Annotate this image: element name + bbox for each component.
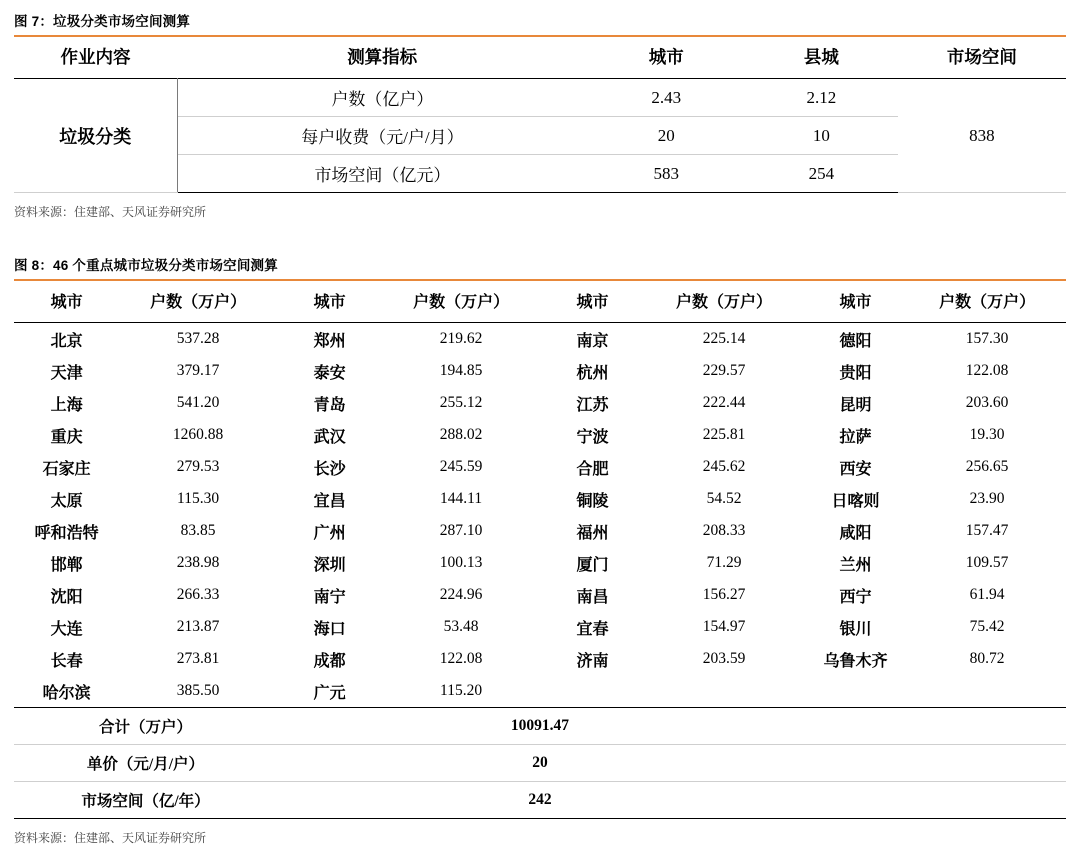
households-cell: 219.62 bbox=[439, 330, 483, 347]
city-cell: 江苏 bbox=[576, 396, 609, 414]
city-cell: 福州 bbox=[576, 524, 609, 542]
households-cell: 75.42 bbox=[969, 618, 1005, 635]
summary-empty bbox=[803, 745, 1066, 782]
households-cell: 288.02 bbox=[439, 426, 483, 443]
city-cell: 兰州 bbox=[839, 556, 872, 574]
households-cell: 256.65 bbox=[965, 458, 1009, 475]
city-cell: 铜陵 bbox=[576, 492, 609, 510]
county-value-cell: 10 bbox=[745, 117, 898, 155]
city-cell bbox=[540, 675, 645, 708]
column-header-city-4: 城市 bbox=[839, 294, 872, 311]
households-cell: 287.10 bbox=[439, 522, 483, 539]
summary-row-unit-price bbox=[14, 745, 1066, 782]
column-header-operation: 作业内容 bbox=[60, 47, 131, 67]
county-value-cell: 254 bbox=[745, 155, 898, 193]
households-cell: 157.47 bbox=[965, 522, 1009, 539]
households-cell: 229.57 bbox=[702, 362, 746, 379]
households-cell: 122.08 bbox=[439, 650, 483, 667]
column-header-city-3: 城市 bbox=[576, 294, 609, 311]
households-cell: 61.94 bbox=[969, 586, 1005, 603]
column-header-households-2: 户数（万户） bbox=[413, 294, 510, 311]
city-cell: 重庆 bbox=[50, 428, 83, 446]
households-cell: 203.60 bbox=[965, 394, 1009, 411]
city-cell: 泰安 bbox=[313, 364, 346, 382]
table-row bbox=[14, 611, 1066, 643]
city-cell: 济南 bbox=[576, 652, 609, 670]
section-gap bbox=[0, 220, 1080, 254]
table-row bbox=[14, 547, 1066, 579]
summary-empty bbox=[803, 782, 1066, 819]
households-cell: 100.13 bbox=[439, 554, 483, 571]
households-cell: 80.72 bbox=[969, 650, 1005, 667]
county-value-cell: 2.12 bbox=[745, 79, 898, 117]
city-cell: 武汉 bbox=[313, 428, 346, 446]
city-cell: 长春 bbox=[50, 652, 83, 670]
households-cell: 222.44 bbox=[702, 394, 746, 411]
city-cell: 呼和浩特 bbox=[34, 524, 99, 542]
table-row bbox=[14, 515, 1066, 547]
households-cell: 115.20 bbox=[382, 675, 540, 708]
households-cell: 23.90 bbox=[969, 490, 1005, 507]
city-cell: 南昌 bbox=[576, 588, 609, 606]
households-cell: 19.30 bbox=[969, 426, 1005, 443]
column-header-households-4: 户数（万户） bbox=[939, 294, 1036, 311]
households-cell bbox=[645, 675, 803, 708]
city-cell: 昆明 bbox=[839, 396, 872, 414]
city-cell: 南宁 bbox=[313, 588, 346, 606]
column-header-city-2: 城市 bbox=[313, 294, 346, 311]
city-cell: 宁波 bbox=[576, 428, 609, 446]
summary-label: 单价（元/月/户） bbox=[14, 745, 277, 782]
indicator-cell: 户数（亿户） bbox=[177, 79, 587, 117]
table-row bbox=[14, 451, 1066, 483]
summary-value: 20 bbox=[277, 745, 803, 782]
city-cell: 宜春 bbox=[576, 620, 609, 638]
households-cell: 385.50 bbox=[119, 675, 277, 708]
households-cell: 54.52 bbox=[706, 490, 742, 507]
column-header-city: 城市 bbox=[648, 47, 684, 67]
table-row bbox=[14, 675, 1066, 708]
table-row bbox=[14, 323, 1066, 356]
city-cell: 哈尔滨 bbox=[14, 675, 119, 708]
city-cell: 广州 bbox=[313, 524, 346, 542]
city-cell: 邯郸 bbox=[50, 556, 83, 574]
households-cell: 255.12 bbox=[439, 394, 483, 411]
city-cell: 宜昌 bbox=[313, 492, 346, 510]
households-cell: 541.20 bbox=[176, 394, 220, 411]
table-row bbox=[14, 643, 1066, 675]
figure-8 bbox=[14, 254, 1066, 846]
households-cell: 194.85 bbox=[439, 362, 483, 379]
summary-value: 10091.47 bbox=[277, 708, 803, 745]
households-cell: 238.98 bbox=[176, 554, 220, 571]
households-cell: 266.33 bbox=[176, 586, 220, 603]
households-cell: 273.81 bbox=[176, 650, 220, 667]
figure-8-source: 资料来源：住建部、天风证券研究所 bbox=[14, 831, 207, 845]
figure-7-table bbox=[14, 37, 1066, 193]
city-value-cell: 583 bbox=[587, 155, 745, 193]
table-header-row bbox=[14, 37, 1066, 79]
households-cell: 154.97 bbox=[702, 618, 746, 635]
households-cell: 1260.88 bbox=[172, 426, 224, 443]
city-cell: 北京 bbox=[50, 332, 83, 350]
households-cell: 225.81 bbox=[702, 426, 746, 443]
households-cell: 71.29 bbox=[706, 554, 742, 571]
city-cell: 青岛 bbox=[313, 396, 346, 414]
summary-label: 市场空间（亿/年） bbox=[14, 782, 277, 819]
summary-empty bbox=[803, 708, 1066, 745]
households-cell: 115.30 bbox=[177, 490, 220, 507]
city-cell: 深圳 bbox=[313, 556, 346, 574]
households-cell: 157.30 bbox=[965, 330, 1009, 347]
column-header-indicator: 测算指标 bbox=[347, 47, 418, 67]
households-cell: 144.11 bbox=[440, 490, 483, 507]
summary-value: 242 bbox=[277, 782, 803, 819]
households-cell: 213.87 bbox=[176, 618, 220, 635]
city-value-cell: 2.43 bbox=[587, 79, 745, 117]
figure-7 bbox=[14, 0, 1066, 220]
city-cell: 杭州 bbox=[576, 364, 609, 382]
table-header-row bbox=[14, 281, 1066, 323]
households-cell: 109.57 bbox=[965, 554, 1009, 571]
figure-7-source: 资料来源：住建部、天风证券研究所 bbox=[14, 205, 207, 219]
indicator-cell: 市场空间（亿元） bbox=[177, 155, 587, 193]
indicator-cell: 每户收费（元/户/月） bbox=[177, 117, 587, 155]
city-cell: 乌鲁木齐 bbox=[823, 652, 888, 670]
city-value-cell: 20 bbox=[587, 117, 745, 155]
figure-8-title: 图 8：46 个重点城市垃圾分类市场空间测算 bbox=[14, 258, 278, 273]
households-cell: 156.27 bbox=[702, 586, 746, 603]
households-cell: 379.17 bbox=[176, 362, 220, 379]
city-cell: 咸阳 bbox=[839, 524, 872, 542]
summary-row-market-space bbox=[14, 782, 1066, 819]
city-cell: 成都 bbox=[313, 652, 346, 670]
households-cell: 83.85 bbox=[180, 522, 216, 539]
table-row bbox=[14, 419, 1066, 451]
households-cell: 203.59 bbox=[702, 650, 746, 667]
city-cell: 西安 bbox=[839, 460, 872, 478]
households-cell bbox=[908, 675, 1066, 708]
households-cell: 279.53 bbox=[176, 458, 220, 475]
column-header-market-space: 市场空间 bbox=[946, 47, 1017, 67]
households-cell: 537.28 bbox=[176, 330, 220, 347]
city-cell: 长沙 bbox=[313, 460, 346, 478]
city-cell: 贵阳 bbox=[839, 364, 872, 382]
city-cell: 沈阳 bbox=[50, 588, 83, 606]
city-cell: 厦门 bbox=[576, 556, 609, 574]
households-cell: 225.14 bbox=[702, 330, 746, 347]
figure-8-title-bar bbox=[14, 254, 1066, 281]
table-row bbox=[14, 387, 1066, 419]
households-cell: 208.33 bbox=[702, 522, 746, 539]
table-row bbox=[14, 79, 1066, 117]
city-cell: 郑州 bbox=[313, 332, 346, 350]
figure-7-title: 图 7：垃圾分类市场空间测算 bbox=[14, 14, 191, 29]
column-header-county: 县城 bbox=[803, 47, 839, 67]
city-cell: 拉萨 bbox=[839, 428, 872, 446]
column-header-city-1: 城市 bbox=[50, 294, 83, 311]
figure-8-table bbox=[14, 281, 1066, 819]
city-cell: 海口 bbox=[313, 620, 346, 638]
city-cell: 西宁 bbox=[839, 588, 872, 606]
households-cell: 245.62 bbox=[702, 458, 746, 475]
city-cell: 石家庄 bbox=[42, 460, 91, 478]
table-row bbox=[14, 483, 1066, 515]
households-cell: 53.48 bbox=[443, 618, 479, 635]
city-cell bbox=[803, 675, 908, 708]
city-cell: 广元 bbox=[277, 675, 382, 708]
households-cell: 245.59 bbox=[439, 458, 483, 475]
figure-7-title-bar bbox=[14, 10, 1066, 37]
city-cell: 大连 bbox=[50, 620, 83, 638]
city-cell: 日喀则 bbox=[831, 492, 880, 510]
households-cell: 224.96 bbox=[439, 586, 483, 603]
households-cell: 122.08 bbox=[965, 362, 1009, 379]
market-space-cell: 838 bbox=[898, 79, 1066, 193]
city-cell: 合肥 bbox=[576, 460, 609, 478]
column-header-households-1: 户数（万户） bbox=[150, 294, 247, 311]
city-cell: 银川 bbox=[839, 620, 872, 638]
city-cell: 太原 bbox=[50, 492, 83, 510]
city-cell: 天津 bbox=[50, 364, 83, 382]
summary-label: 合计（万户） bbox=[14, 708, 277, 745]
table-row bbox=[14, 355, 1066, 387]
table-row bbox=[14, 579, 1066, 611]
city-cell: 德阳 bbox=[839, 332, 872, 350]
city-cell: 上海 bbox=[50, 396, 83, 414]
column-header-households-3: 户数（万户） bbox=[676, 294, 773, 311]
summary-row-total bbox=[14, 708, 1066, 745]
city-cell: 南京 bbox=[576, 332, 609, 350]
category-cell: 垃圾分类 bbox=[14, 79, 177, 193]
